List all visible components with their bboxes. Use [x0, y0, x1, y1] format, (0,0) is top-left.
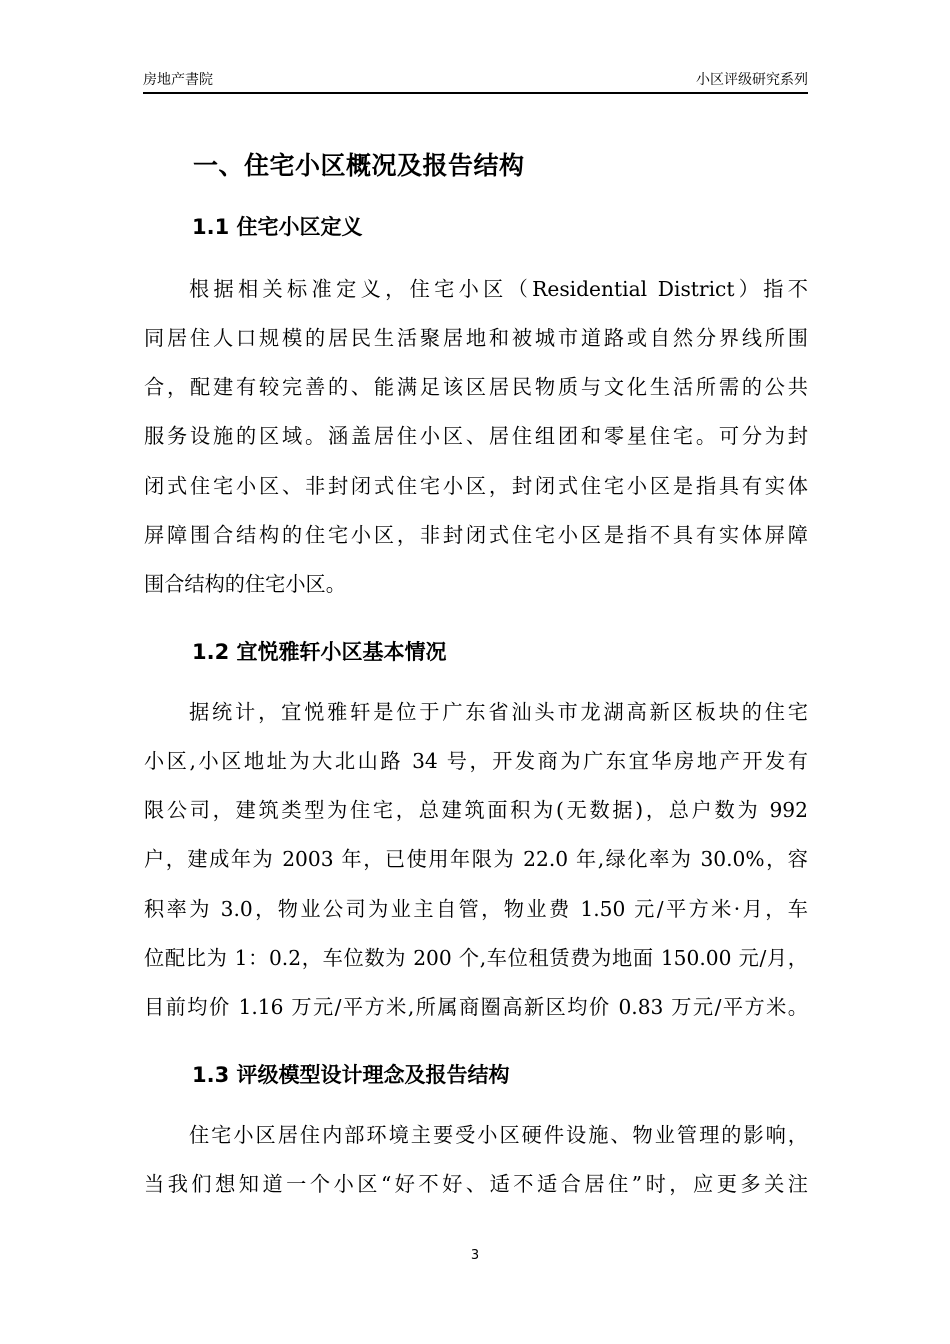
paragraph-line: 目前均价 1.16 万元/平方米,所属商圈高新区均价 0.83 万元/平方米。 — [144, 995, 808, 1019]
paragraph-line: 同居住人口规模的居民生活聚居地和被城市道路或自然分界线所围 — [144, 326, 808, 350]
paragraph-line: 限公司，建筑类型为住宅，总建筑面积为(无数据)，总户数为 992 — [144, 798, 808, 822]
paragraph-line: 围合结构的住宅小区。 — [144, 572, 346, 596]
paragraph-line: 合，配建有较完善的、能满足该区居民物质与文化生活所需的公共 — [144, 375, 808, 399]
paragraph-line: 当我们想知道一个小区“好不好、适不适合居住”时，应更多关注 — [144, 1172, 808, 1196]
section-title-1-1: 1.1 住宅小区定义 — [192, 215, 363, 239]
paragraph-line: 服务设施的区域。涵盖居住小区、居住组团和零星住宅。可分为封 — [144, 424, 808, 448]
header-publisher: 房地产書院 — [143, 72, 213, 88]
paragraph-line: 据统计，宜悦雅轩是位于广东省汕头市龙湖高新区板块的住宅 — [189, 700, 808, 724]
chapter-title: 一、住宅小区概况及报告结构 — [193, 151, 525, 180]
page-header — [143, 66, 808, 94]
section-title-1-3: 1.3 评级模型设计理念及报告结构 — [192, 1063, 510, 1087]
page-number: 3 — [470, 1248, 480, 1263]
section-title-1-2: 1.2 宜悦雅轩小区基本情况 — [192, 640, 447, 664]
paragraph-line: 住宅小区居住内部环境主要受小区硬件设施、物业管理的影响， — [189, 1123, 808, 1147]
paragraph-line: 屏障围合结构的住宅小区，非封闭式住宅小区是指不具有实体屏障 — [144, 523, 808, 547]
paragraph-line: 闭式住宅小区、非封闭式住宅小区，封闭式住宅小区是指具有实体 — [144, 474, 808, 498]
paragraph-line: 积率为 3.0，物业公司为业主自管，物业费 1.50 元/平方米·月，车 — [144, 897, 808, 921]
paragraph-line: 根据相关标准定义，住宅小区（Residential District）指不 — [189, 277, 808, 301]
paragraph-line: 小区,小区地址为大北山路 34 号，开发商为广东宜华房地产开发有 — [144, 749, 808, 773]
paragraph-line: 户，建成年为 2003 年，已使用年限为 22.0 年,绿化率为 30.0%，容 — [144, 847, 808, 871]
header-series: 小区评级研究系列 — [696, 72, 808, 88]
paragraph-line: 位配比为 1：0.2，车位数为 200 个,车位租赁费为地面 150.00 元/月， — [144, 946, 808, 970]
